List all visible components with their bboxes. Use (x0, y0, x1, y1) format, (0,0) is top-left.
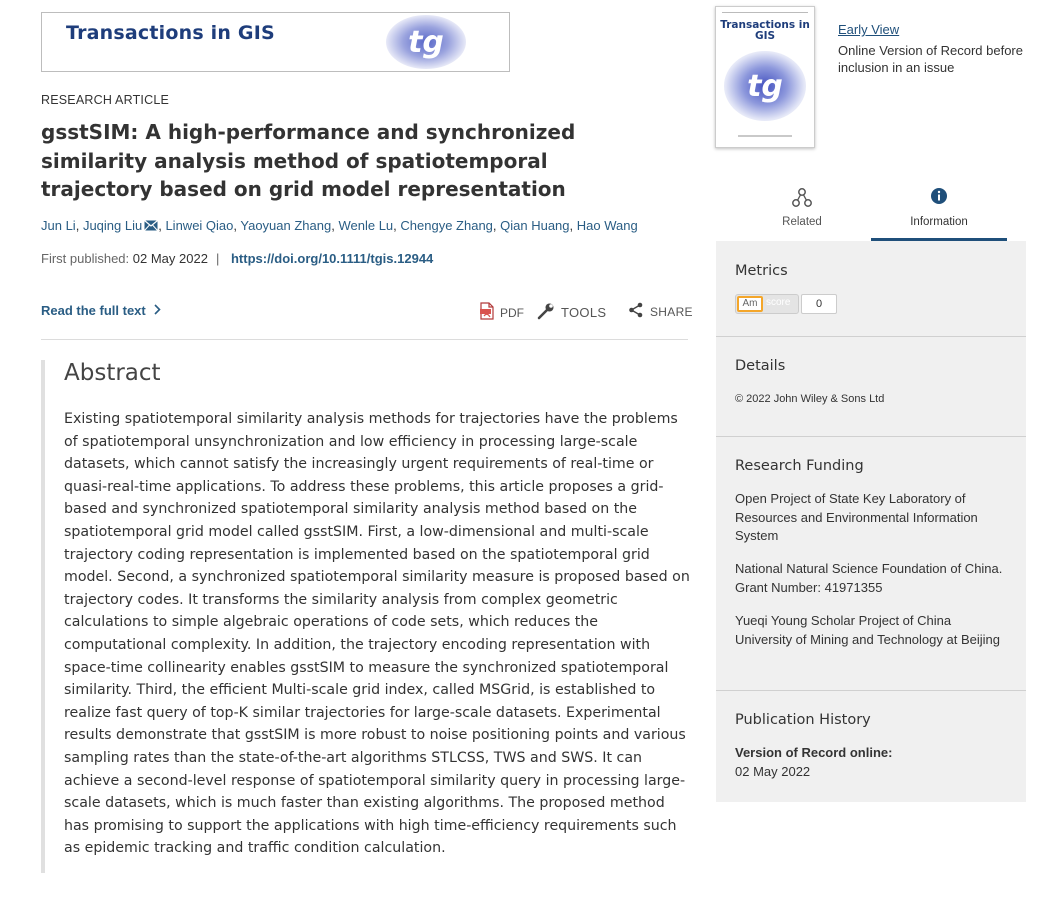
related-network-icon (791, 187, 813, 214)
publication-info: First published: 02 May 2022 | https://doi.org/10.1111/tgis.12944 (41, 251, 434, 266)
chevron-right-icon (154, 303, 161, 318)
early-view-link[interactable]: Early View (838, 22, 900, 37)
altmetric-score: 0 (801, 294, 837, 314)
author-link[interactable]: Juqing Liu (82, 218, 143, 233)
sidebar-tabs (715, 183, 1007, 241)
author-link[interactable]: Jun Li (41, 218, 76, 233)
altmetric-logo: Am (737, 296, 763, 312)
panel-divider (716, 436, 1026, 437)
author-list: Jun Li, Juqing Liu , Linwei Qiao, Yaoyuan Zhang, Wenle Lu, Chengye Zhang, Qian Huang, Hao Wang (41, 218, 638, 233)
tab-information-label: Information (910, 216, 968, 228)
read-full-text-label: Read the full text (41, 303, 146, 318)
author-link[interactable]: Qian Huang (500, 218, 570, 233)
article-type: RESEARCH ARTICLE (41, 93, 170, 107)
copyright-text: © 2022 John Wiley & Sons Ltd (735, 393, 885, 405)
abstract-accent-bar (41, 360, 45, 873)
altmetric-widget[interactable] (735, 294, 838, 314)
tab-information[interactable] (871, 183, 1007, 241)
version-of-record-date: 02 May 2022 (735, 764, 811, 779)
publication-history-heading: Publication History (735, 712, 871, 728)
abstract-text: Existing spatiotemporal similarity analysis methods for trajectories have the problems of spatiotemporal unsynchronization and low efficiency in processing large-scale datasets, which cannot satisfy the increasingly urgent requirements of real-time or quasi-real-time applications. To address these problems, this article proposes a grid-based and synchronized spatiotemporal similarity analysis method based on the spatiotemporal grid model called gsstSIM. First, a low-dimensional and multi-scale trajectory coding representation is implemented based on the spatiotemporal grid model. Second, a synchronized spatiotemporal similarity measure is proposed based on trajectory codes. It transforms the similarity analysis from complex geometric calculations to simple algebraic operations of code sets, which reduces the computational complexity. In addition, the trajectory encoding representation with space-time collinearity enables gsstSIM to measure the synchronized spatiotemporal similarity. Third, the efficient Multi-scale grid index, called MSGrid, is established to realize fast query of top-K similar trajectories for large-scale datasets. Experimental results demonstrate that gsstSIM is more robust to noise positioning points and various sampling rates than the state-of-the-art algorithms STLCSS, TWS and SWS. It can achieve a second-level response of spatiotemporal similarity query in processing large-scale datasets, which is much faster than existing algorithms. The proposed method has promising to support the applications with high time-efficiency requirements such as epidemic tracking and traffic condition calculation. (64, 411, 690, 857)
research-funding-heading: Research Funding (735, 458, 864, 474)
journal-cover-image[interactable] (715, 6, 815, 148)
section-divider (41, 339, 688, 340)
journal-banner-title: Transactions in GIS (66, 22, 275, 44)
version-of-record-label: Version of Record online: (735, 745, 893, 760)
author-link[interactable]: Hao Wang (576, 218, 638, 233)
altmetric-badge (735, 294, 799, 314)
tab-related-label: Related (782, 216, 822, 228)
funding-item: Open Project of State Key Laboratory of Resources and Environmental Information System (735, 491, 978, 543)
tab-related[interactable] (729, 183, 875, 241)
corresponding-author-mail-icon[interactable] (144, 219, 158, 234)
cover-title: Transactions in GIS (720, 19, 810, 42)
info-icon (930, 187, 948, 210)
share-button[interactable] (628, 302, 693, 321)
pdf-icon (480, 302, 494, 323)
share-icon (628, 302, 644, 321)
pdf-button[interactable] (480, 302, 524, 323)
article-title: gsstSIM: A high-performance and synchronized similarity analysis method of spatiotemporal trajectory based on grid model representation (41, 120, 576, 201)
metrics-heading: Metrics (735, 263, 788, 279)
cover-logo (724, 51, 806, 121)
author-link[interactable]: Yaoyuan Zhang (240, 218, 332, 233)
author-link[interactable]: Linwei Qiao (165, 218, 234, 233)
author-link[interactable]: Wenle Lu (338, 218, 394, 233)
read-full-text-link[interactable] (41, 303, 161, 318)
tools-button[interactable] (537, 302, 606, 323)
first-published-label: First published: (41, 251, 130, 266)
cover-header-line (722, 12, 808, 17)
share-label: SHARE (650, 304, 693, 319)
author-link[interactable]: Chengye Zhang (400, 218, 493, 233)
journal-logo (386, 15, 466, 69)
pdf-label: PDF (500, 305, 524, 320)
first-published-date: 02 May 2022 (132, 251, 208, 266)
funding-item: Yueqi Young Scholar Project of China University of Mining and Technology at Beijing (735, 613, 1000, 647)
details-heading: Details (735, 358, 786, 374)
panel-divider (716, 690, 1026, 691)
cover-footer-line (738, 135, 792, 137)
early-view-description: Online Version of Record before inclusion in an issue (838, 43, 1023, 75)
journal-logo-text: tg (408, 24, 444, 60)
tools-label: TOOLS (561, 305, 607, 320)
doi-link[interactable]: https://doi.org/10.1111/tgis.12944 (230, 251, 434, 266)
funding-item: National Natural Science Foundation of China. Grant Number: 41971355 (735, 561, 1003, 595)
altmetric-score-label: score (766, 297, 791, 308)
abstract-heading: Abstract (64, 360, 161, 386)
journal-banner[interactable] (41, 12, 510, 72)
wrench-icon (537, 302, 555, 323)
panel-divider (716, 336, 1026, 337)
cover-logo-text: tg (747, 68, 783, 104)
